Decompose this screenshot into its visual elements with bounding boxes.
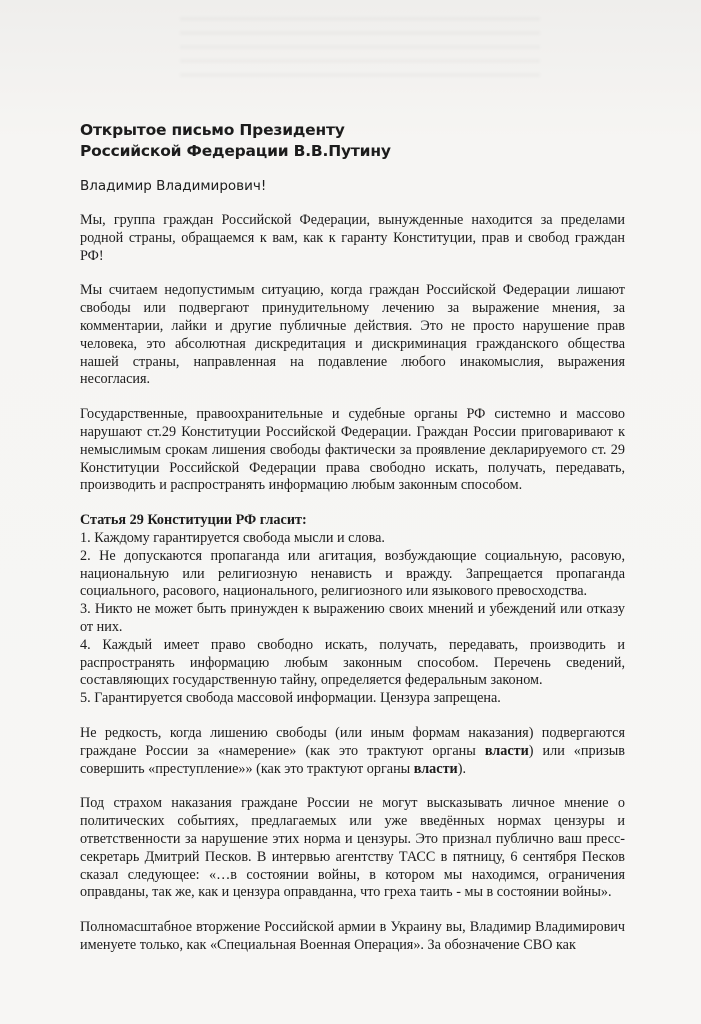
- show-through-bleed: [180, 18, 540, 88]
- paragraph-freedom: Мы считаем недопустимым ситуацию, когда граждан Российской Федерации лишают свободы или подвергают принудительному лечению за выражение мнения, за комментарии, лайки и другие публичные действия. Это не просто нарушение прав человека, это абсолютная дискредитация и дискриминация гражданского общества нашей страны, направленная на подавление любого инакомыслия, выражения несогласия.: [80, 282, 625, 388]
- paragraph-power: [80, 725, 625, 778]
- power-bold-2: власти: [413, 760, 458, 777]
- article-item: 5. Гарантируется свобода массовой информации. Цензура запрещена.: [80, 690, 501, 707]
- paragraph-invasion: Полномасштабное вторжение Российской армии в Украину вы, Владимир Владимирович именуете только, как «Специальная Военная Операция». За обозначение СВО как: [80, 919, 625, 953]
- title-line-2: Российской Федерации В.В.Путину: [80, 142, 391, 160]
- article-29-heading: Статья 29 Конституции РФ гласит:: [80, 512, 307, 529]
- greeting: Владимир Владимирович!: [80, 178, 267, 194]
- article-29-section: [80, 512, 625, 708]
- article-item: 2. Не допускаются пропаганда или агитация, возбуждающие социальную, расовую, национальную или религиозную ненависть и вражду. Запрещается пропаганда социального, расового, национального, религиозного или языкового превосходства.: [80, 547, 625, 600]
- paragraph-violations: Государственные, правоохранительные и судебные органы РФ системно и массово нарушают ст.29 Конституции Российской Федерации. Граждан России приговаривают к немыслимым срокам лишения свободы фактически за проявление декларируемого ст. 29 Конституции Российской Федерации права свободно искать, получать, передавать, производить и распространять информацию любым законным способом.: [80, 406, 625, 494]
- paragraph-censorship: Под страхом наказания граждане России не могут высказывать личное мнение о политических событиях, предлагаемых или уже введённых нормах цензуры и ответственности за нарушение этих норма и цензуры. Это признал публично ваш пресс-секретарь Дмитрий Песков. В интервью агентству ТАСС в пятницу, 6 сентября Песков сказал следующее: «…в состоянии войны, в котором мы находимся, ограничения оправданы, так же, как и цензура оправданна, что греха таить - мы в состоянии войны».: [80, 795, 625, 901]
- power-text-2: ) или «призыв совершить «преступление»» (как это трактуют органы: [80, 742, 626, 777]
- article-item: 3. Никто не может быть принужден к выражению своих мнений и убеждений или отказу от них.: [80, 601, 625, 635]
- title-line-1: Открытое письмо Президенту: [80, 121, 345, 139]
- power-text-1: Не редкость, когда лишению свободы (или иным формам наказания) подвергаются граждане России за «намерение» (как это трактуют органы: [80, 724, 625, 759]
- letter-body: [80, 120, 625, 972]
- power-text-3: ).: [457, 760, 466, 777]
- paragraph-intro: Мы, группа граждан Российской Федерации, вынужденные находится за пределами родной страны, обращаемся к вам, как к гаранту Конституции, прав и свобод граждан РФ!: [80, 212, 625, 264]
- power-bold-1: власти: [484, 742, 529, 759]
- article-item: 1. Каждому гарантируется свобода мысли и слова.: [80, 529, 385, 546]
- letter-title: [80, 120, 625, 162]
- article-item: 4. Каждый имеет право свободно искать, получать, передавать, производить и распространять информацию любым законным способом. Перечень сведений, составляющих государственную тайну, определяется федеральным законом.: [80, 636, 625, 689]
